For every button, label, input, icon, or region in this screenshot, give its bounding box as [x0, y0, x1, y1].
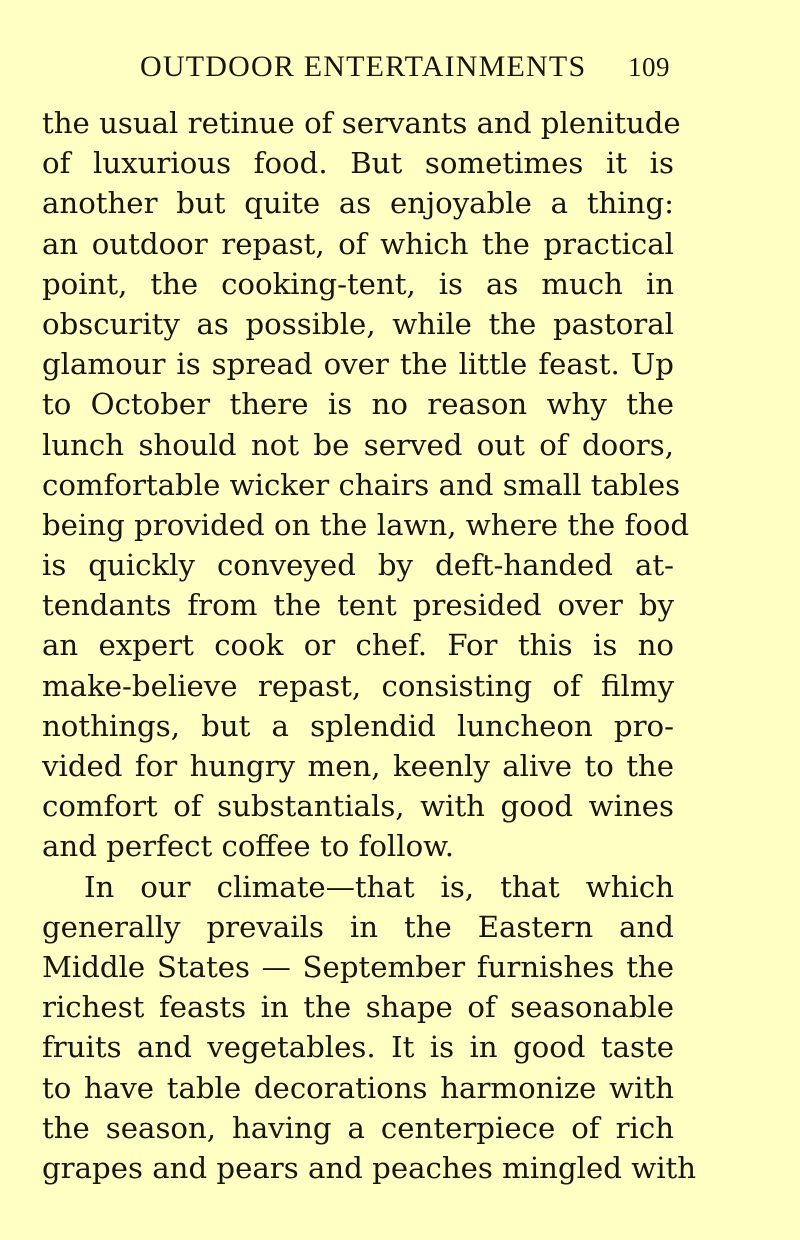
text-line: being provided on the lawn, where the food [42, 507, 690, 542]
text-line: nothings, but a splendid luncheon pro- [42, 708, 674, 743]
text-line: make-believe repast, consisting of filmy [42, 668, 674, 703]
text-line: generally prevails in the Eastern and [42, 909, 674, 944]
text-line: the season, having a centerpiece of rich [42, 1110, 674, 1145]
text-line: obscurity as possible, while the pastoral [42, 306, 674, 341]
text-line: point, the cooking-tent, is as much in [42, 266, 674, 301]
text-line: comfortable wicker chairs and small tables [42, 467, 681, 502]
text-line: grapes and pears and peaches mingled with [42, 1150, 697, 1185]
text-line: an outdoor repast, of which the practical [42, 226, 674, 261]
text-line: glamour is spread over the little feast. Up [42, 347, 674, 382]
text-line: to have table decorations harmonize with [42, 1070, 674, 1105]
text-line: Middle States — September furnishes the [42, 949, 674, 984]
text-line: and perfect coffee to follow. [42, 829, 454, 864]
text-line: an expert cook or chef. For this is no [42, 628, 674, 663]
text-line: In our climate—that is, that which [84, 869, 674, 904]
text-line: tendants from the tent presided over by [42, 588, 674, 623]
text-line: fruits and vegetables. It is in good taste [42, 1030, 674, 1065]
text-line: the usual retinue of servants and plenitude [42, 106, 681, 140]
text-line: lunch should not be served out of doors, [42, 427, 674, 462]
text-line: to October there is no reason why the [42, 387, 674, 422]
text-line: vided for hungry men, keenly alive to the [42, 749, 674, 783]
body-text [42, 103, 697, 1188]
running-head [140, 50, 670, 90]
text-line: of luxurious food. But sometimes it is [42, 146, 674, 181]
text-line: comfort of substantials, with good wines [42, 789, 674, 824]
page-number: 109 [628, 52, 670, 82]
text-line: is quickly conveyed by deft-handed at- [42, 548, 674, 583]
running-title: OUTDOOR ENTERTAINMENTS [140, 50, 587, 83]
text-line: another but quite as enjoyable a thing: [42, 186, 674, 221]
text-line: richest feasts in the shape of seasonable [42, 990, 674, 1025]
